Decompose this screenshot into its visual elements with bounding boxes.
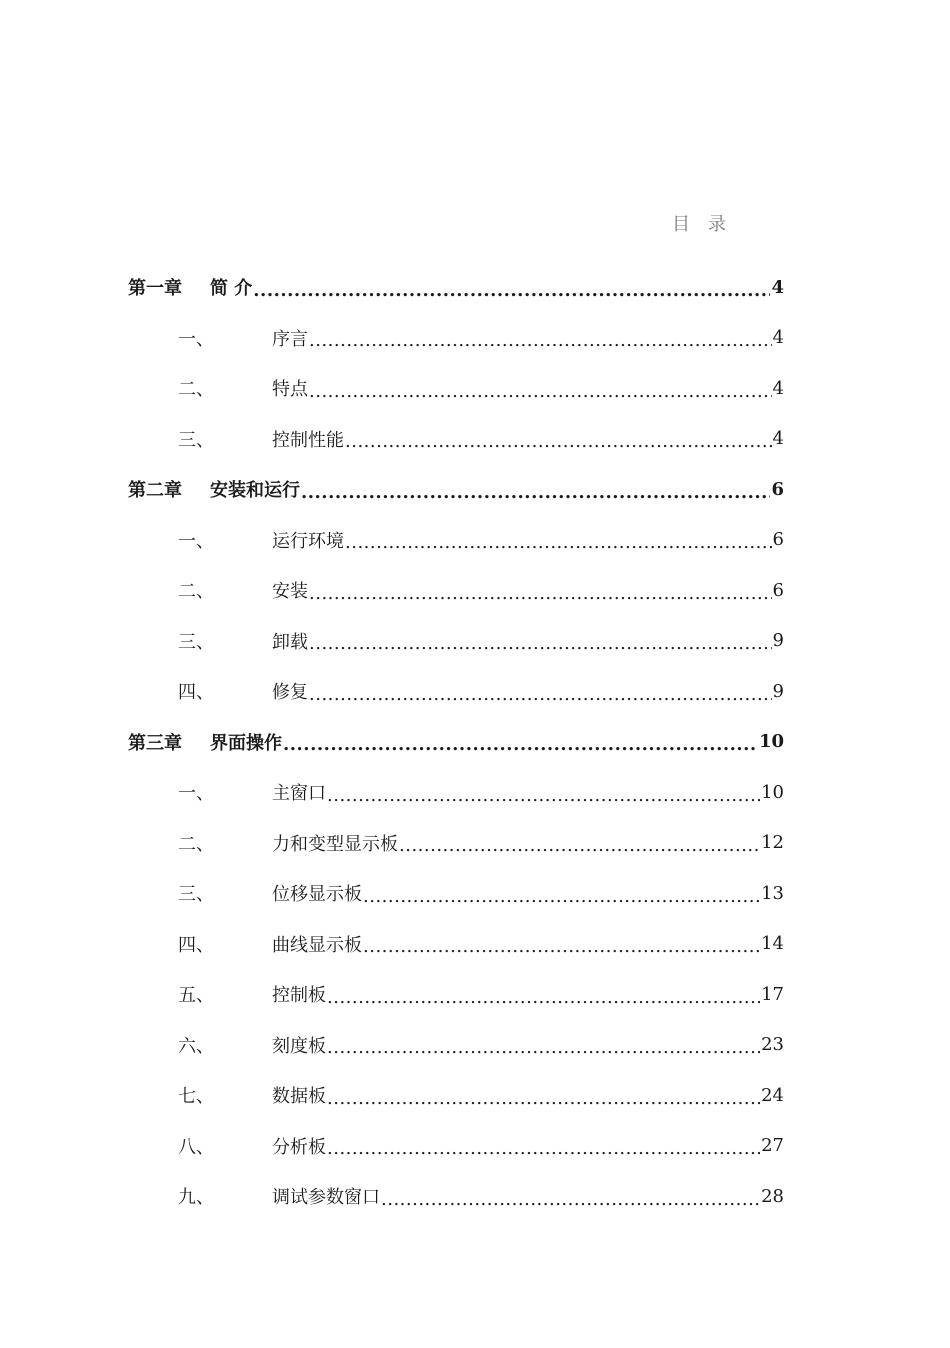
toc-entry-label: 特点 — [272, 379, 308, 401]
toc-entry-chapter[interactable] — [128, 262, 784, 313]
toc-entry-section[interactable] — [128, 363, 784, 414]
toc-entry-page: 6 — [772, 579, 784, 601]
toc-entry-label: 刻度板 — [272, 1035, 326, 1057]
toc-entry-label: 控制性能 — [272, 429, 344, 451]
toc-title-char: 录 — [708, 214, 726, 235]
toc-entry-label: 控制板 — [272, 985, 326, 1007]
toc-entry-page: 27 — [761, 1135, 784, 1157]
toc-entry-number: 五、 — [178, 985, 214, 1007]
toc-entry-label: 修复 — [272, 682, 308, 704]
dot-leader — [327, 1037, 760, 1058]
dot-leader — [327, 1088, 760, 1109]
toc-entry-page: 10 — [761, 781, 784, 803]
toc-entry-chapter[interactable] — [128, 717, 784, 768]
toc-entry-page: 4 — [771, 276, 784, 298]
toc-entry-chapter[interactable] — [128, 464, 784, 515]
toc-entry-page: 23 — [761, 1034, 784, 1056]
toc-entry-label: 调试参数窗口 — [272, 1187, 380, 1209]
toc-title-char: 目 — [672, 214, 690, 235]
toc-entry-number: 六、 — [178, 1035, 214, 1057]
toc-entry-number: 四、 — [178, 682, 214, 704]
toc-entry-section[interactable] — [128, 1070, 784, 1121]
dot-leader — [301, 482, 770, 503]
toc-entry-section[interactable] — [128, 969, 784, 1020]
toc-entry-label: 分析板 — [272, 1136, 326, 1158]
toc-entry-page: 24 — [761, 1084, 784, 1106]
toc-entry-label: 主窗口 — [272, 783, 326, 805]
toc-entry-label: 运行环境 — [272, 530, 344, 552]
toc-entry-label: 卸载 — [272, 631, 308, 653]
toc-entry-number: 三、 — [178, 429, 214, 451]
dot-leader — [327, 1138, 760, 1159]
toc-entry-number: 八、 — [178, 1136, 214, 1158]
toc-title — [672, 210, 726, 236]
dot-leader — [363, 936, 760, 957]
toc-entry-label: 序言 — [272, 328, 308, 350]
toc-entry-section[interactable] — [128, 818, 784, 869]
toc-entry-section[interactable] — [128, 1020, 784, 1071]
toc-entry-label: 安装 — [272, 581, 308, 603]
toc-entry-number: 一、 — [178, 530, 214, 552]
toc-entry-label: 数据板 — [272, 1086, 326, 1108]
dot-leader — [345, 431, 772, 452]
toc-entry-number: 二、 — [178, 833, 214, 855]
toc-entry-page: 4 — [772, 327, 784, 349]
dot-leader — [327, 785, 760, 806]
toc-entry-page: 10 — [758, 731, 784, 753]
toc-entry-label: 曲线显示板 — [272, 934, 362, 956]
toc-entry-section[interactable] — [128, 919, 784, 970]
toc-entry-label: 简 介 — [210, 278, 253, 300]
toc-entry-number: 第一章 — [128, 278, 182, 300]
toc-entry-page: 28 — [761, 1185, 784, 1207]
toc-entry-number: 四、 — [178, 934, 214, 956]
toc-entry-number: 一、 — [178, 328, 214, 350]
toc-entry-number: 九、 — [178, 1187, 214, 1209]
toc-entry-section[interactable] — [128, 313, 784, 364]
toc-entry-label: 安装和运行 — [210, 480, 300, 502]
toc-entry-number: 二、 — [178, 581, 214, 603]
dot-leader — [309, 583, 772, 604]
dot-leader — [309, 684, 772, 705]
toc-entry-label: 力和变型显示板 — [272, 833, 398, 855]
toc-entry-number: 一、 — [178, 783, 214, 805]
toc-entry-section[interactable] — [128, 767, 784, 818]
toc-entry-page: 17 — [761, 983, 784, 1005]
toc-entry-section[interactable] — [128, 515, 784, 566]
dot-leader — [381, 1189, 760, 1210]
toc-entry-page: 9 — [772, 630, 784, 652]
toc-entry-section[interactable] — [128, 1121, 784, 1172]
toc-entry-section[interactable] — [128, 666, 784, 717]
toc-entry-number: 第三章 — [128, 732, 182, 754]
dot-leader — [345, 532, 772, 553]
toc-entry-page: 12 — [761, 832, 784, 854]
toc-entry-section[interactable] — [128, 565, 784, 616]
toc-entry-section[interactable] — [128, 1171, 784, 1222]
toc-entry-label: 位移显示板 — [272, 884, 362, 906]
dot-leader — [327, 987, 760, 1008]
dot-leader — [309, 381, 772, 402]
toc-entry-number: 七、 — [178, 1086, 214, 1108]
toc-entry-number: 三、 — [178, 884, 214, 906]
toc-entry-number: 三、 — [178, 631, 214, 653]
toc-entry-number: 二、 — [178, 379, 214, 401]
table-of-contents — [128, 262, 784, 1222]
toc-entry-section[interactable] — [128, 414, 784, 465]
toc-entry-page: 4 — [772, 377, 784, 399]
toc-entry-page: 14 — [761, 933, 784, 955]
toc-entry-section[interactable] — [128, 616, 784, 667]
toc-entry-page: 4 — [772, 428, 784, 450]
dot-leader — [363, 886, 760, 907]
toc-entry-page: 6 — [772, 529, 784, 551]
dot-leader — [309, 330, 772, 351]
toc-entry-number: 第二章 — [128, 480, 182, 502]
toc-entry-label: 界面操作 — [210, 732, 282, 754]
dot-leader — [399, 835, 760, 856]
toc-entry-page: 13 — [761, 882, 784, 904]
toc-entry-page: 6 — [771, 478, 784, 500]
dot-leader — [283, 734, 758, 755]
dot-leader — [253, 280, 770, 301]
dot-leader — [309, 633, 772, 654]
toc-entry-page: 9 — [772, 680, 784, 702]
toc-entry-section[interactable] — [128, 868, 784, 919]
